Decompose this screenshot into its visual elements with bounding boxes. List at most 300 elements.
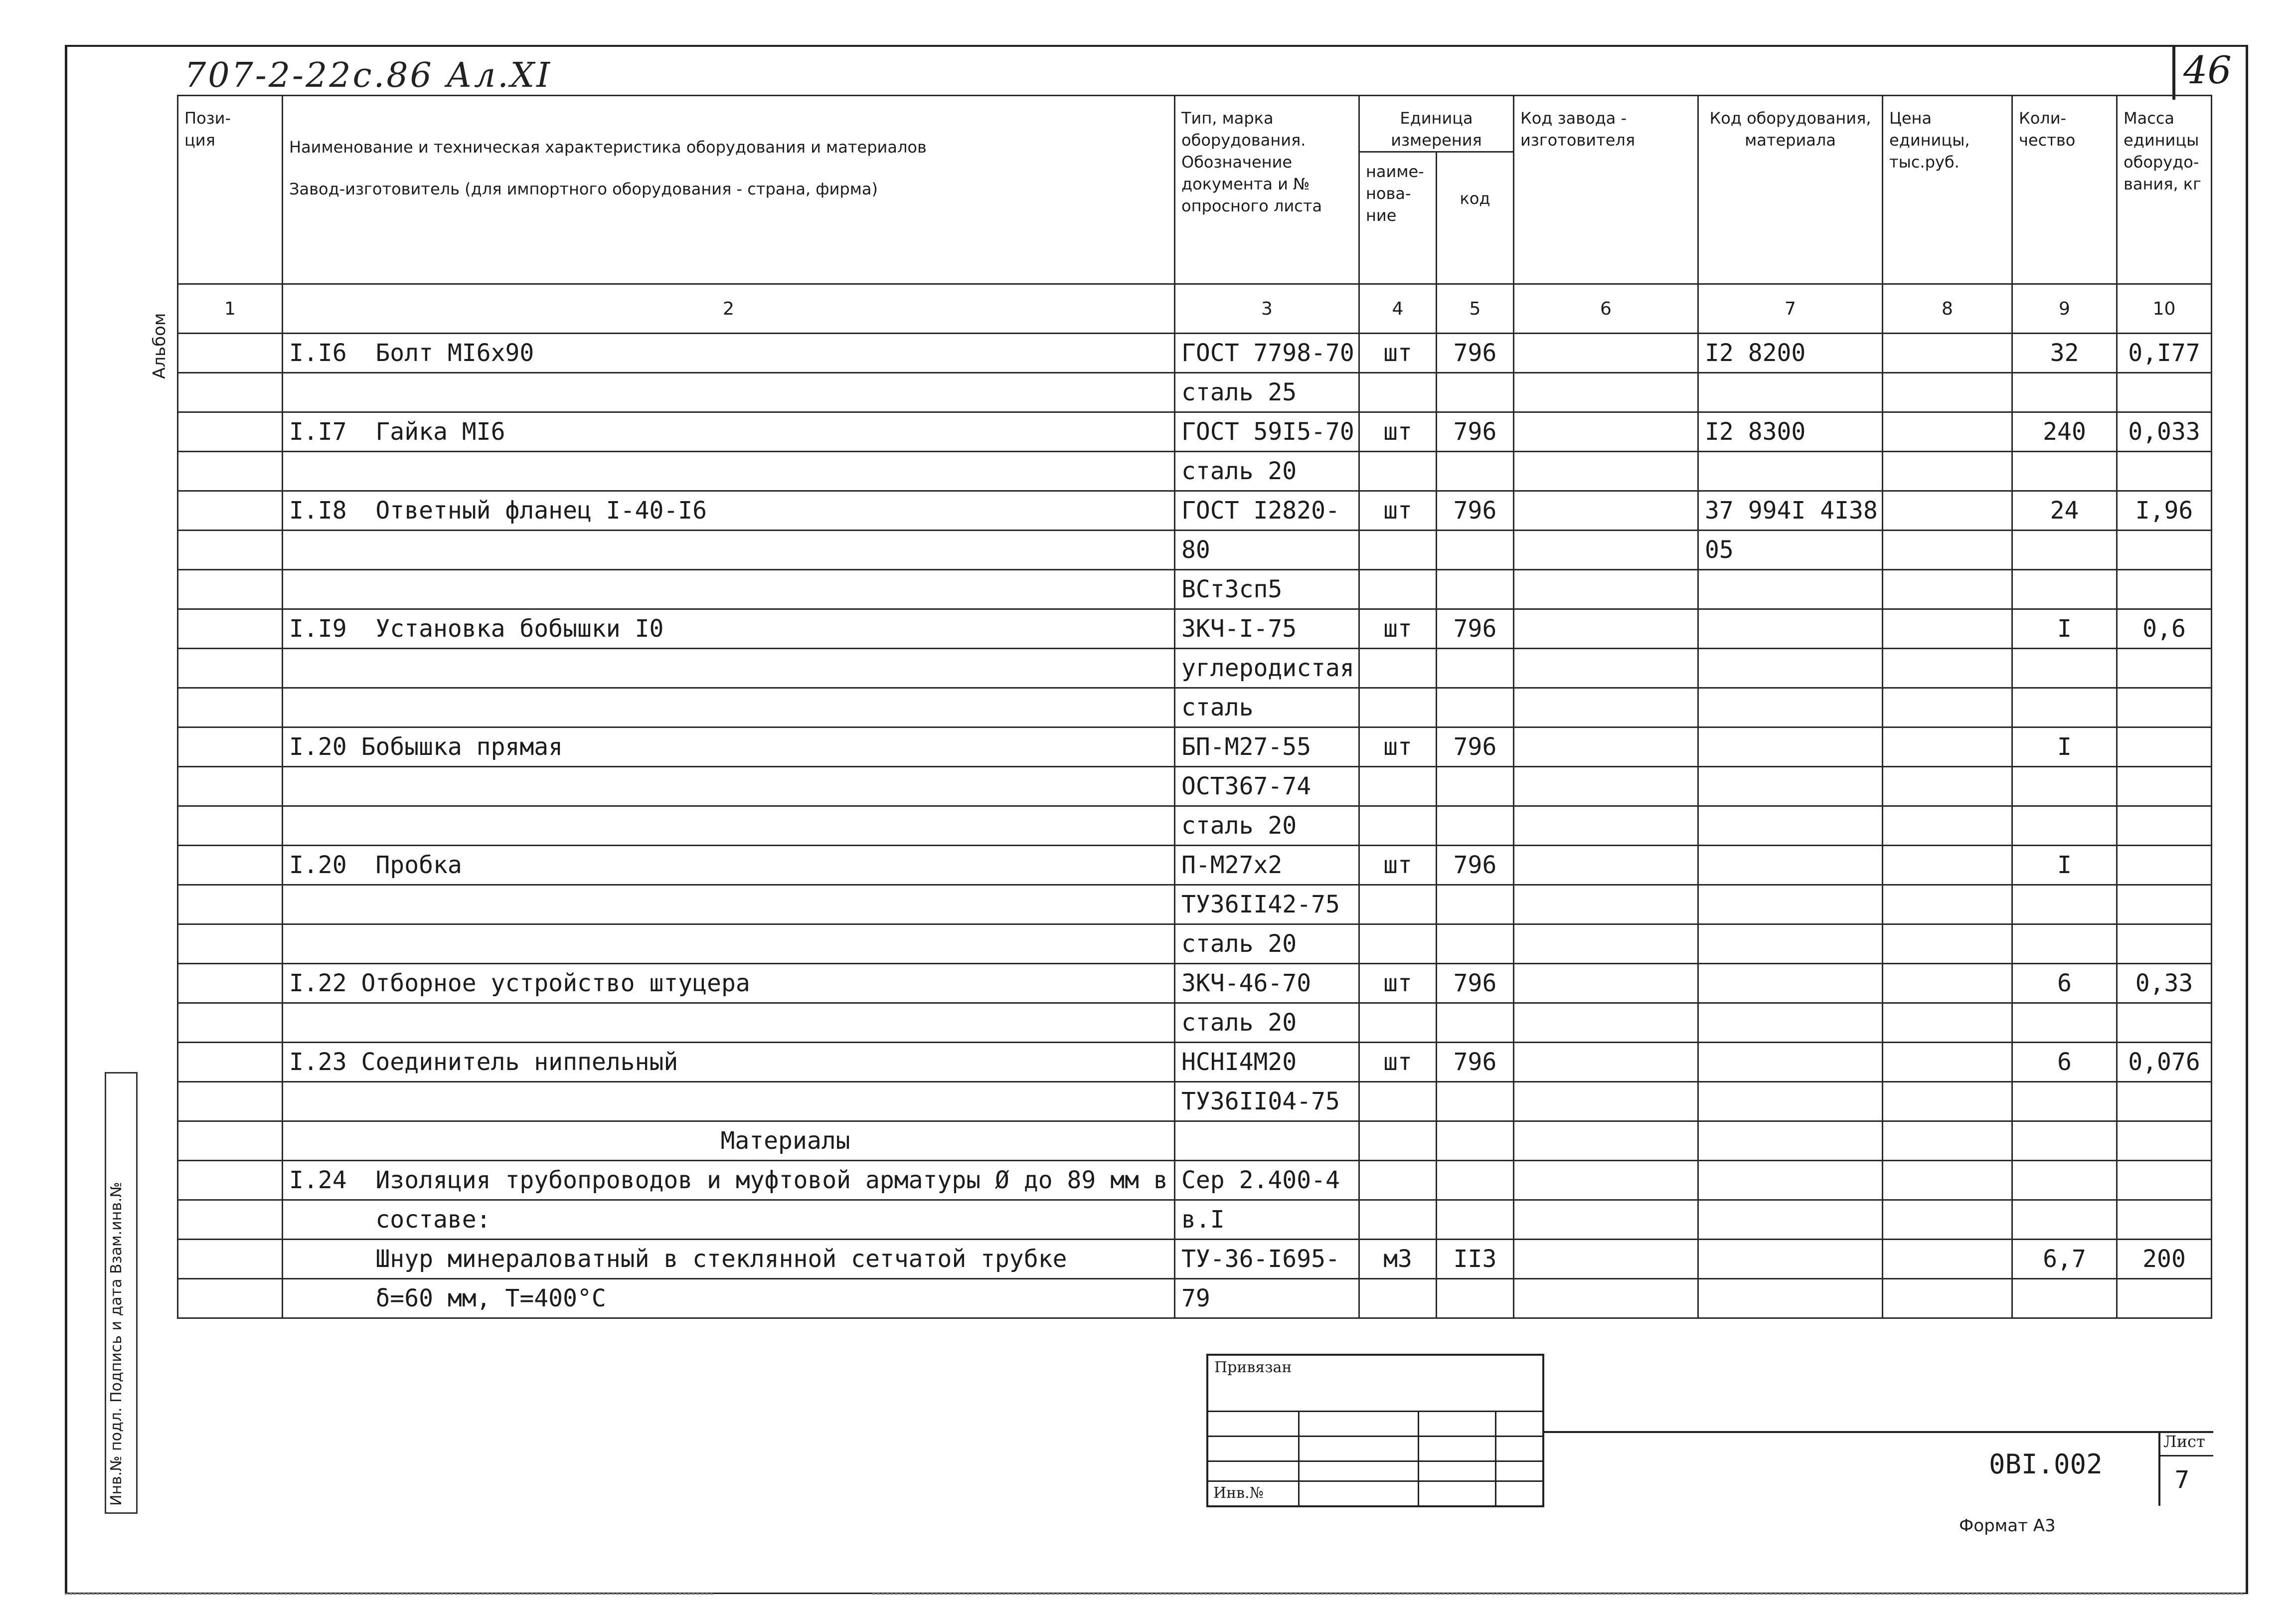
sheet-value: 7 bbox=[2174, 1466, 2190, 1494]
cell-unit: шт bbox=[1359, 846, 1437, 885]
cell-qty bbox=[2012, 1082, 2117, 1121]
cell-mass bbox=[2117, 885, 2212, 924]
cell-pos bbox=[178, 609, 283, 649]
table-row bbox=[178, 1279, 2212, 1318]
cell-pos bbox=[178, 1279, 283, 1318]
table-row bbox=[178, 570, 2212, 609]
cell-price bbox=[1883, 924, 2012, 964]
cell-code: 796 bbox=[1437, 727, 1514, 767]
cell-qty bbox=[2012, 767, 2117, 806]
cell-factory bbox=[1514, 767, 1698, 806]
cell-mcode bbox=[1698, 885, 1883, 924]
cell-factory bbox=[1514, 531, 1698, 570]
cell-pos bbox=[178, 373, 283, 412]
cell-code bbox=[1437, 531, 1514, 570]
cell-mass bbox=[2117, 452, 2212, 491]
cell-unit bbox=[1359, 373, 1437, 412]
column-number: 9 bbox=[2012, 284, 2117, 334]
cell-factory bbox=[1514, 649, 1698, 688]
cell-unit: м3 bbox=[1359, 1240, 1437, 1279]
cell-qty: 6,7 bbox=[2012, 1240, 2117, 1279]
cell-mass: I,96 bbox=[2117, 491, 2212, 531]
cell-mcode: 37 994I 4I38 bbox=[1698, 491, 1883, 531]
cell-name bbox=[283, 924, 1175, 964]
cell-code bbox=[1437, 1121, 1514, 1161]
table-row bbox=[178, 1161, 2212, 1200]
cell-pos bbox=[178, 452, 283, 491]
cell-name: I.I9 Установка бобышки I0 bbox=[283, 609, 1175, 649]
cell-price bbox=[1883, 491, 2012, 531]
cell-pos bbox=[178, 412, 283, 452]
col-factory-code-header: Код завода - изготовителя bbox=[1514, 96, 1698, 284]
cell-pos bbox=[178, 964, 283, 1003]
cell-qty bbox=[2012, 1279, 2117, 1318]
cell-pos bbox=[178, 885, 283, 924]
cell-qty bbox=[2012, 924, 2117, 964]
cell-qty: 240 bbox=[2012, 412, 2117, 452]
cell-code bbox=[1437, 649, 1514, 688]
cell-mcode bbox=[1698, 452, 1883, 491]
cell-pos bbox=[178, 1121, 283, 1161]
cell-unit: шт bbox=[1359, 1043, 1437, 1082]
cell-type: ГОСТ 59I5-70 bbox=[1175, 412, 1359, 452]
cell-factory bbox=[1514, 373, 1698, 412]
table-row bbox=[178, 924, 2212, 964]
cell-factory bbox=[1514, 1043, 1698, 1082]
cell-type: ЗКЧ-46-70 bbox=[1175, 964, 1359, 1003]
cell-mcode bbox=[1698, 1279, 1883, 1318]
cell-code bbox=[1437, 806, 1514, 846]
cell-code bbox=[1437, 767, 1514, 806]
cell-unit bbox=[1359, 806, 1437, 846]
cell-code: 796 bbox=[1437, 846, 1514, 885]
table-row bbox=[178, 1200, 2212, 1240]
header-row-1 bbox=[178, 96, 2212, 152]
cell-name bbox=[283, 688, 1175, 727]
cell-mcode bbox=[1698, 964, 1883, 1003]
cell-factory bbox=[1514, 1240, 1698, 1279]
cell-mass bbox=[2117, 373, 2212, 412]
cell-mcode bbox=[1698, 1121, 1883, 1161]
column-number: 3 bbox=[1175, 284, 1359, 334]
cell-type: сталь 20 bbox=[1175, 924, 1359, 964]
column-number: 4 bbox=[1359, 284, 1437, 334]
cell-mcode bbox=[1698, 373, 1883, 412]
table-row bbox=[178, 964, 2212, 1003]
cell-code bbox=[1437, 373, 1514, 412]
cell-type: ОСТ367-74 bbox=[1175, 767, 1359, 806]
sheet-number: 46 bbox=[2183, 48, 2232, 92]
cell-qty bbox=[2012, 1003, 2117, 1043]
cell-factory bbox=[1514, 1279, 1698, 1318]
cell-code bbox=[1437, 924, 1514, 964]
col-position-header: Пози- ция bbox=[178, 96, 283, 284]
cell-qty: 6 bbox=[2012, 964, 2117, 1003]
cell-name: Материалы bbox=[283, 1121, 1175, 1161]
cell-mass bbox=[2117, 1279, 2212, 1318]
cell-pos bbox=[178, 649, 283, 688]
column-number: 6 bbox=[1514, 284, 1698, 334]
column-number-row bbox=[178, 284, 2212, 334]
cell-mass bbox=[2117, 767, 2212, 806]
cell-factory bbox=[1514, 964, 1698, 1003]
cell-mcode bbox=[1698, 727, 1883, 767]
cell-price bbox=[1883, 452, 2012, 491]
cell-name: I.24 Изоляция трубопроводов и муфтовой арматуры Ø до 89 мм в bbox=[283, 1161, 1175, 1200]
cell-type: углеродистая bbox=[1175, 649, 1359, 688]
cell-mcode: I2 8300 bbox=[1698, 412, 1883, 452]
cell-price bbox=[1883, 412, 2012, 452]
cell-name: I.I8 Ответный фланец I-40-I6 bbox=[283, 491, 1175, 531]
cell-mcode bbox=[1698, 924, 1883, 964]
col-name-header bbox=[283, 96, 1175, 284]
cell-code bbox=[1437, 452, 1514, 491]
cell-type: ТУ36II42-75 bbox=[1175, 885, 1359, 924]
cell-unit: шт bbox=[1359, 491, 1437, 531]
specification-table bbox=[177, 95, 2212, 1319]
cell-name: Шнур минераловатный в стеклянной сетчатой трубке bbox=[283, 1240, 1175, 1279]
cell-unit bbox=[1359, 885, 1437, 924]
cell-qty bbox=[2012, 688, 2117, 727]
cell-pos bbox=[178, 491, 283, 531]
col-material-code-header: Код оборудования, материала bbox=[1698, 96, 1883, 284]
cell-unit: шт bbox=[1359, 727, 1437, 767]
cell-name: δ=60 мм, Т=400°С bbox=[283, 1279, 1175, 1318]
cell-price bbox=[1883, 531, 2012, 570]
cell-name bbox=[283, 885, 1175, 924]
cell-mcode: I2 8200 bbox=[1698, 334, 1883, 373]
column-number: 2 bbox=[283, 284, 1175, 334]
cell-unit: шт bbox=[1359, 609, 1437, 649]
cell-price bbox=[1883, 334, 2012, 373]
cell-price bbox=[1883, 570, 2012, 609]
cell-type: сталь 25 bbox=[1175, 373, 1359, 412]
album-label: Альбом bbox=[150, 313, 169, 379]
cell-type: сталь 20 bbox=[1175, 806, 1359, 846]
table-row bbox=[178, 1240, 2212, 1279]
cell-type: ГОСТ I2820- bbox=[1175, 491, 1359, 531]
cell-qty: 6 bbox=[2012, 1043, 2117, 1082]
cell-mass bbox=[2117, 649, 2212, 688]
cell-name: составе: bbox=[283, 1200, 1175, 1240]
cell-factory bbox=[1514, 885, 1698, 924]
cell-price bbox=[1883, 1082, 2012, 1121]
cell-unit bbox=[1359, 1279, 1437, 1318]
cell-qty: I bbox=[2012, 846, 2117, 885]
cell-pos bbox=[178, 1161, 283, 1200]
cell-type: ТУ36II04-75 bbox=[1175, 1082, 1359, 1121]
table-row bbox=[178, 334, 2212, 373]
cell-unit: шт bbox=[1359, 964, 1437, 1003]
cell-mcode bbox=[1698, 1240, 1883, 1279]
approval-title: Привязан bbox=[1214, 1359, 1292, 1376]
cell-mcode bbox=[1698, 846, 1883, 885]
cell-type: сталь 20 bbox=[1175, 452, 1359, 491]
cell-code bbox=[1437, 1279, 1514, 1318]
cell-mass: 0,076 bbox=[2117, 1043, 2212, 1082]
col-quantity-header: Коли-чество bbox=[2012, 96, 2117, 284]
cell-type: П-М27х2 bbox=[1175, 846, 1359, 885]
cell-price bbox=[1883, 846, 2012, 885]
table-row bbox=[178, 452, 2212, 491]
col-mass-header: Масса единицы оборудо-вания, кг bbox=[2117, 96, 2212, 284]
table-row bbox=[178, 412, 2212, 452]
cell-pos bbox=[178, 806, 283, 846]
cell-price bbox=[1883, 885, 2012, 924]
cell-price bbox=[1883, 1003, 2012, 1043]
cell-qty bbox=[2012, 1200, 2117, 1240]
cell-mcode bbox=[1698, 1161, 1883, 1200]
cell-qty bbox=[2012, 373, 2117, 412]
cell-code bbox=[1437, 688, 1514, 727]
cell-price bbox=[1883, 1121, 2012, 1161]
cell-pos bbox=[178, 1003, 283, 1043]
cell-pos bbox=[178, 570, 283, 609]
cell-mass: 0,033 bbox=[2117, 412, 2212, 452]
table-row bbox=[178, 885, 2212, 924]
section-row bbox=[178, 1121, 2212, 1161]
table-row bbox=[178, 1082, 2212, 1121]
cell-mass: 0,33 bbox=[2117, 964, 2212, 1003]
cell-mass bbox=[2117, 727, 2212, 767]
cell-pos bbox=[178, 767, 283, 806]
cell-type: 79 bbox=[1175, 1279, 1359, 1318]
cell-pos bbox=[178, 727, 283, 767]
title-block bbox=[1543, 1431, 2213, 1507]
cell-unit: шт bbox=[1359, 334, 1437, 373]
cell-mcode: 05 bbox=[1698, 531, 1883, 570]
cell-pos bbox=[178, 1082, 283, 1121]
cell-type: сталь bbox=[1175, 688, 1359, 727]
cell-unit bbox=[1359, 1200, 1437, 1240]
cell-pos bbox=[178, 846, 283, 885]
cell-mcode bbox=[1698, 806, 1883, 846]
cell-mcode bbox=[1698, 649, 1883, 688]
cell-mcode bbox=[1698, 570, 1883, 609]
cell-mass bbox=[2117, 1121, 2212, 1161]
cell-name bbox=[283, 452, 1175, 491]
cell-factory bbox=[1514, 570, 1698, 609]
cell-factory bbox=[1514, 727, 1698, 767]
cell-unit bbox=[1359, 1161, 1437, 1200]
cell-code bbox=[1437, 885, 1514, 924]
column-number: 8 bbox=[1883, 284, 2012, 334]
cell-unit bbox=[1359, 1121, 1437, 1161]
cell-type: ТУ-36-I695- bbox=[1175, 1240, 1359, 1279]
cell-factory bbox=[1514, 412, 1698, 452]
cell-type: ВСт3сп5 bbox=[1175, 570, 1359, 609]
column-number: 1 bbox=[178, 284, 283, 334]
table-row bbox=[178, 649, 2212, 688]
cell-unit: шт bbox=[1359, 412, 1437, 452]
cell-factory bbox=[1514, 1121, 1698, 1161]
table-row bbox=[178, 531, 2212, 570]
cell-mcode bbox=[1698, 1200, 1883, 1240]
col-unit-group-header: Единица измерения bbox=[1359, 96, 1514, 152]
cell-factory bbox=[1514, 846, 1698, 885]
cell-price bbox=[1883, 649, 2012, 688]
approval-inv: Инв.№ bbox=[1213, 1484, 1264, 1502]
cell-mcode bbox=[1698, 1043, 1883, 1082]
cell-code: 796 bbox=[1437, 964, 1514, 1003]
cell-type: в.I bbox=[1175, 1200, 1359, 1240]
cell-qty: I bbox=[2012, 609, 2117, 649]
cell-type: 80 bbox=[1175, 531, 1359, 570]
column-number: 5 bbox=[1437, 284, 1514, 334]
cell-unit bbox=[1359, 767, 1437, 806]
cell-qty bbox=[2012, 885, 2117, 924]
scan-edge bbox=[65, 1593, 713, 1595]
cell-mass bbox=[2117, 531, 2212, 570]
cell-mass bbox=[2117, 1003, 2212, 1043]
cell-pos bbox=[178, 924, 283, 964]
side-stamp-text: Инв.№ подл. Подпись и дата Взам.инв.№ bbox=[108, 1182, 125, 1506]
cell-unit bbox=[1359, 570, 1437, 609]
cell-mass bbox=[2117, 1200, 2212, 1240]
cell-price bbox=[1883, 806, 2012, 846]
format-label: Формат А3 bbox=[1959, 1516, 2056, 1536]
cell-mcode bbox=[1698, 767, 1883, 806]
cell-pos bbox=[178, 531, 283, 570]
cell-unit bbox=[1359, 1082, 1437, 1121]
cell-price bbox=[1883, 964, 2012, 1003]
table-row bbox=[178, 727, 2212, 767]
cell-type: сталь 20 bbox=[1175, 1003, 1359, 1043]
scan-edge bbox=[872, 1593, 2243, 1595]
col-price-header: Цена единицы, тыс.руб. bbox=[1883, 96, 2012, 284]
cell-name: I.20 Бобышка прямая bbox=[283, 727, 1175, 767]
cell-name bbox=[283, 570, 1175, 609]
cell-code: 796 bbox=[1437, 412, 1514, 452]
cell-code: 796 bbox=[1437, 491, 1514, 531]
cell-code bbox=[1437, 1161, 1514, 1200]
cell-type: ГОСТ 7798-70 bbox=[1175, 334, 1359, 373]
cell-name: I.20 Пробка bbox=[283, 846, 1175, 885]
approval-block bbox=[1206, 1354, 1544, 1507]
table-row bbox=[178, 1003, 2212, 1043]
cell-qty: 32 bbox=[2012, 334, 2117, 373]
cell-price bbox=[1883, 727, 2012, 767]
cell-unit bbox=[1359, 531, 1437, 570]
table-row bbox=[178, 688, 2212, 727]
cell-price bbox=[1883, 1043, 2012, 1082]
column-number: 10 bbox=[2117, 284, 2212, 334]
cell-mass bbox=[2117, 570, 2212, 609]
cell-mcode bbox=[1698, 609, 1883, 649]
document-code: 707-2-22с.86 Ал.XI bbox=[184, 56, 552, 95]
cell-mcode bbox=[1698, 1082, 1883, 1121]
cell-unit bbox=[1359, 688, 1437, 727]
cell-code bbox=[1437, 1082, 1514, 1121]
cell-name bbox=[283, 806, 1175, 846]
col-type-header: Тип, марка оборудования. Обозначение документа и № опросного листа bbox=[1175, 96, 1359, 284]
cell-name bbox=[283, 531, 1175, 570]
col-unit-name-header: наиме-нова-ние bbox=[1359, 152, 1437, 284]
table-row bbox=[178, 846, 2212, 885]
cell-pos bbox=[178, 1043, 283, 1082]
cell-name bbox=[283, 767, 1175, 806]
cell-price bbox=[1883, 1200, 2012, 1240]
cell-qty: I bbox=[2012, 727, 2117, 767]
cell-code: II3 bbox=[1437, 1240, 1514, 1279]
column-number: 7 bbox=[1698, 284, 1883, 334]
cell-factory bbox=[1514, 491, 1698, 531]
cell-price bbox=[1883, 688, 2012, 727]
cell-mass bbox=[2117, 846, 2212, 885]
col-unit-code-header: код bbox=[1437, 152, 1514, 284]
cell-qty bbox=[2012, 531, 2117, 570]
cell-unit bbox=[1359, 649, 1437, 688]
cell-name bbox=[283, 649, 1175, 688]
cell-factory bbox=[1514, 1200, 1698, 1240]
cell-type bbox=[1175, 1121, 1359, 1161]
cell-pos bbox=[178, 688, 283, 727]
cell-pos bbox=[178, 334, 283, 373]
cell-mcode bbox=[1698, 1003, 1883, 1043]
cell-qty bbox=[2012, 806, 2117, 846]
cell-mass: 0,6 bbox=[2117, 609, 2212, 649]
cell-type: НСНI4М20 bbox=[1175, 1043, 1359, 1082]
col-name-header-line2: Завод-изготовитель (для импортного оборудования - страна, фирма) bbox=[289, 180, 878, 198]
cell-factory bbox=[1514, 452, 1698, 491]
cell-unit bbox=[1359, 924, 1437, 964]
cell-factory bbox=[1514, 924, 1698, 964]
table-row bbox=[178, 373, 2212, 412]
cell-name: I.I6 Болт MI6x90 bbox=[283, 334, 1175, 373]
cell-qty bbox=[2012, 1161, 2117, 1200]
sheet-label: Лист bbox=[2163, 1432, 2205, 1451]
cell-code: 796 bbox=[1437, 609, 1514, 649]
cell-mass bbox=[2117, 688, 2212, 727]
cell-name: I.23 Соединитель ниппельный bbox=[283, 1043, 1175, 1082]
cell-factory bbox=[1514, 1003, 1698, 1043]
cell-name: I.22 Отборное устройство штуцера bbox=[283, 964, 1175, 1003]
col-name-header-line1: Наименование и техническая характеристика оборудования и материалов bbox=[289, 138, 927, 157]
cell-name: I.I7 Гайка MI6 bbox=[283, 412, 1175, 452]
cell-code: 796 bbox=[1437, 1043, 1514, 1082]
cell-code: 796 bbox=[1437, 334, 1514, 373]
doc-number: 0BI.002 bbox=[1989, 1448, 2103, 1480]
cell-type: БП-М27-55 bbox=[1175, 727, 1359, 767]
cell-price bbox=[1883, 1161, 2012, 1200]
cell-mass bbox=[2117, 924, 2212, 964]
table-row bbox=[178, 491, 2212, 531]
cell-qty: 24 bbox=[2012, 491, 2117, 531]
cell-qty bbox=[2012, 452, 2117, 491]
cell-pos bbox=[178, 1200, 283, 1240]
cell-name bbox=[283, 1082, 1175, 1121]
cell-mcode bbox=[1698, 688, 1883, 727]
table-row bbox=[178, 806, 2212, 846]
cell-mass bbox=[2117, 1082, 2212, 1121]
cell-unit bbox=[1359, 1003, 1437, 1043]
cell-mass bbox=[2117, 806, 2212, 846]
cell-mass: 200 bbox=[2117, 1240, 2212, 1279]
cell-mass bbox=[2117, 1161, 2212, 1200]
cell-pos bbox=[178, 1240, 283, 1279]
cell-unit bbox=[1359, 452, 1437, 491]
cell-qty bbox=[2012, 570, 2117, 609]
cell-factory bbox=[1514, 1161, 1698, 1200]
cell-type: Сер 2.400-4 bbox=[1175, 1161, 1359, 1200]
sheet-label-divider bbox=[2158, 1455, 2213, 1456]
cell-price bbox=[1883, 609, 2012, 649]
cell-factory bbox=[1514, 806, 1698, 846]
cell-factory bbox=[1514, 334, 1698, 373]
cell-name bbox=[283, 373, 1175, 412]
table-row bbox=[178, 1043, 2212, 1082]
cell-price bbox=[1883, 373, 2012, 412]
